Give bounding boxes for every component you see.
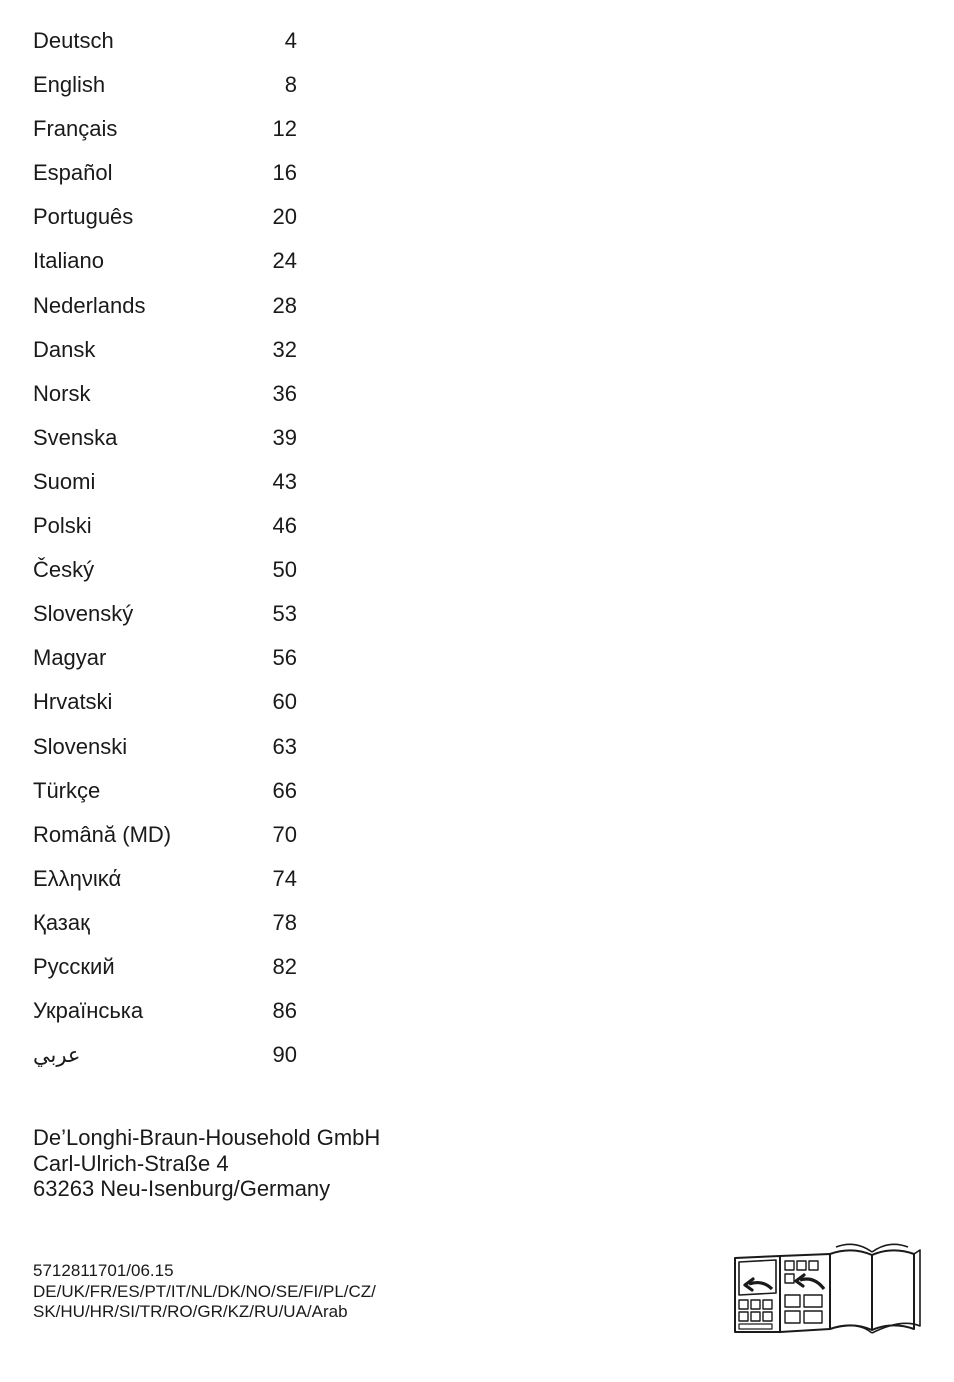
toc-language: Polski (33, 513, 92, 539)
toc-page-number: 16 (272, 160, 297, 186)
toc-page-number: 63 (272, 733, 297, 759)
toc-page-number: 86 (272, 998, 297, 1024)
toc-page-number: 24 (272, 248, 297, 274)
toc-language: Slovenský (33, 601, 134, 627)
toc-row (33, 555, 297, 599)
toc-row (33, 379, 297, 423)
toc-page-number: 70 (272, 821, 297, 847)
country-codes-line-1: DE/UK/FR/ES/PT/IT/NL/DK/NO/SE/FI/PL/CZ/ (33, 1281, 376, 1301)
toc-language: Magyar (33, 645, 107, 671)
toc-language: Español (33, 160, 113, 186)
toc-language: Suomi (33, 468, 96, 494)
toc-row (33, 599, 297, 643)
toc-page-number: 28 (272, 292, 297, 318)
fold-out-booklet-icon (732, 1243, 924, 1335)
toc-language: Český (33, 557, 95, 583)
toc-language: Русский (33, 953, 115, 979)
toc-language: Svenska (33, 424, 118, 450)
document-codes (33, 1261, 376, 1323)
toc-row (33, 864, 297, 908)
toc-page-number: 8 (284, 72, 297, 98)
toc-page-number: 12 (272, 116, 297, 142)
toc-row (33, 511, 297, 555)
toc-language: Italiano (33, 248, 104, 274)
toc-row (33, 291, 297, 335)
toc-page-number: 56 (272, 645, 297, 671)
toc-language: Français (33, 116, 118, 142)
toc-page-number: 36 (272, 380, 297, 406)
toc-row (33, 1040, 297, 1084)
toc-language: Română (MD) (33, 821, 172, 847)
toc-row (33, 952, 297, 996)
city-country: 63263 Neu-Isenburg/Germany (33, 1176, 331, 1201)
language-table-of-contents (33, 26, 297, 1084)
toc-language: Қазақ (33, 909, 90, 935)
toc-row (33, 467, 297, 511)
country-codes-line-2: SK/HU/HR/SI/TR/RO/GR/KZ/RU/UA/Arab (33, 1302, 348, 1321)
toc-language: عربي (33, 1043, 81, 1068)
toc-row (33, 26, 297, 70)
toc-page-number: 78 (272, 909, 297, 935)
toc-row (33, 776, 297, 820)
toc-page-number: 82 (272, 953, 297, 979)
toc-language: Ελληνικά (33, 865, 122, 891)
toc-page-number: 50 (272, 557, 297, 583)
toc-row (33, 246, 297, 290)
toc-page-number: 66 (272, 777, 297, 803)
toc-page-number: 32 (272, 336, 297, 362)
toc-row (33, 423, 297, 467)
toc-row (33, 732, 297, 776)
toc-page-number: 4 (284, 28, 297, 53)
toc-row (33, 820, 297, 864)
toc-page-number: 39 (272, 424, 297, 450)
toc-row (33, 687, 297, 731)
toc-language: Українська (33, 998, 144, 1024)
toc-row (33, 70, 297, 114)
toc-page-number: 46 (272, 513, 297, 539)
toc-page-number: 20 (272, 204, 297, 230)
toc-page-number: 53 (272, 601, 297, 627)
document-number: 5712811701/06.15 (33, 1261, 174, 1280)
company-name: De’Longhi-Braun-Household GmbH (33, 1125, 381, 1150)
toc-row (33, 202, 297, 246)
toc-page-number: 74 (272, 865, 297, 891)
toc-page-number: 90 (272, 1042, 297, 1068)
toc-row (33, 158, 297, 202)
toc-language: Nederlands (33, 292, 146, 318)
toc-row (33, 643, 297, 687)
toc-row (33, 114, 297, 158)
toc-page-number: 43 (272, 468, 297, 494)
toc-language: Deutsch (33, 28, 114, 53)
toc-language: Slovenski (33, 733, 128, 759)
toc-row (33, 335, 297, 379)
toc-language: Dansk (33, 336, 96, 362)
toc-language: Hrvatski (33, 689, 113, 715)
street-address: Carl-Ulrich-Straße 4 (33, 1150, 229, 1176)
toc-language: Português (33, 204, 134, 230)
company-address (33, 1125, 380, 1202)
toc-page-number: 60 (272, 689, 297, 715)
toc-row (33, 908, 297, 952)
toc-row (33, 996, 297, 1040)
toc-language: Norsk (33, 380, 91, 406)
toc-language: English (33, 72, 106, 98)
toc-language: Türkçe (33, 777, 101, 803)
